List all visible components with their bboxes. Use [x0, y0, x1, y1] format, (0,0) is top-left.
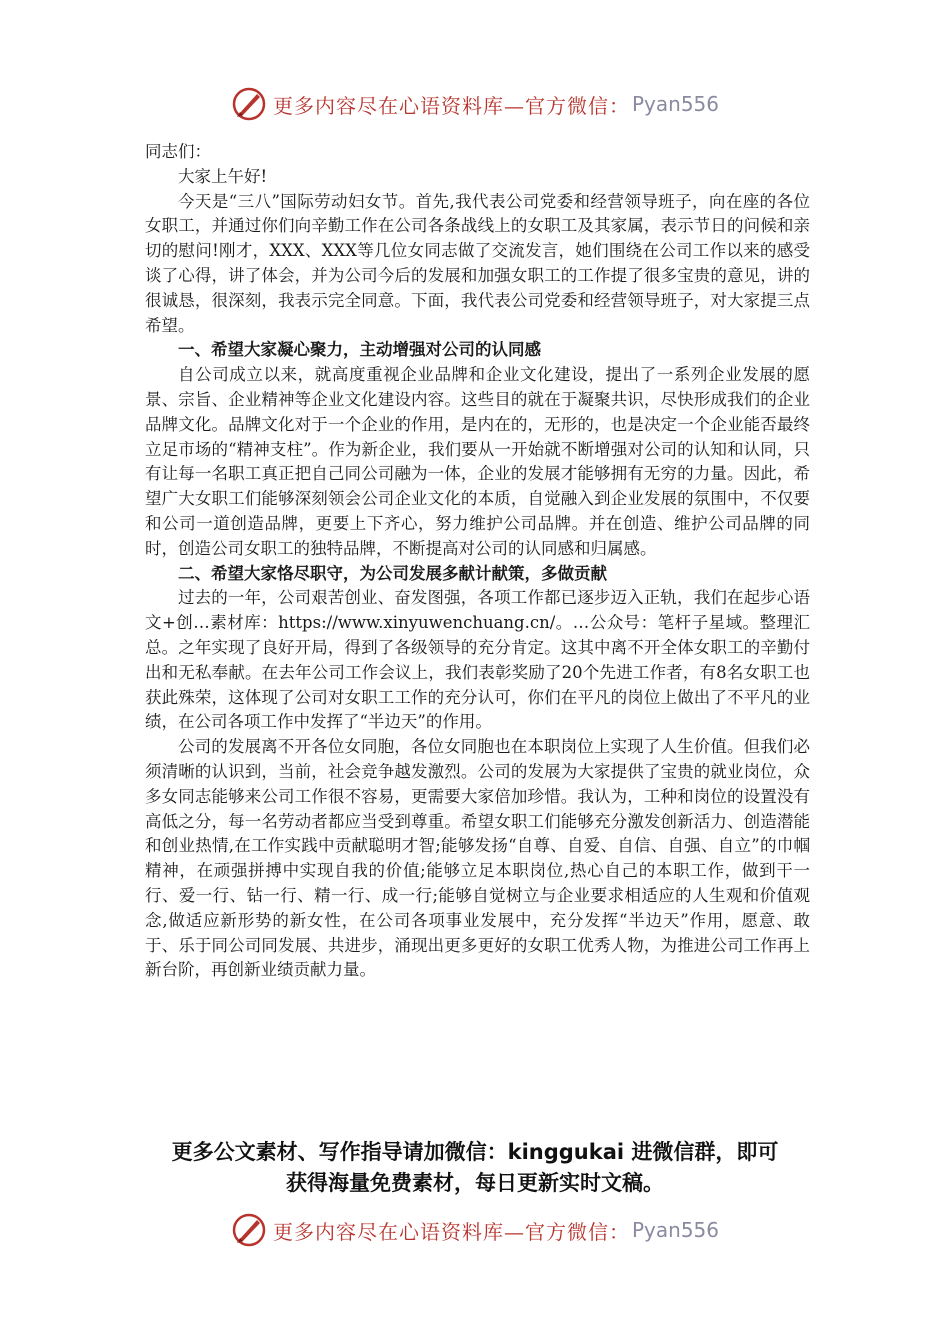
section-heading-1: 一、希望大家凝心聚力，主动增强对公司的认同感 [178, 340, 541, 360]
quill-logo-icon [231, 86, 267, 122]
salutation: 同志们： [145, 142, 211, 161]
greeting: 大家上午好! [178, 166, 268, 186]
promo-line-2: 获得海量免费素材，每日更新实时文稿。 [286, 1171, 664, 1195]
footer-banner-handle: Pyan556 [631, 1218, 719, 1242]
section-1-paragraph: 自公司成立以来，就高度重视企业品牌和企业文化建设，提出了一系列企业发展的愿景、宗旨、企业精神等企业文化建设内容。这些目的就在于凝聚共识，尽快形成我们的企业品牌文化。品牌文化对于一个企业的作用，是内在的，无形的，也是决定一个企业能否最终立足市场的“精神支柱”。作为新企业，我们要从一开始就不断增强对公司的认知和认同，只有让每一名职工真正把自己同公司融为一体，企业的发展才能够拥有无穷的力量。因此，希望广大女职工们能够深刻领会公司企业文化的本质，自觉融入到企业发展的氛围中，不仅要和公司一道创造品牌，更要上下齐心，努力维护公司品牌。并在创造、维护公司品牌的同时，创造公司女职工的独特品牌，不断提高对公司的认同感和归属感。 [145, 365, 810, 558]
header-banner-handle: Pyan556 [631, 92, 719, 116]
promo-notice [120, 1137, 830, 1199]
header-banner-text: 更多内容尽在心语资料库—官方微信： [272, 93, 630, 118]
header-banner [0, 82, 950, 126]
section-2-paragraph-2: 公司的发展离不开各位女同胞，各位女同胞也在本职岗位上实现了人生价值。但我们必须清晰的认识到，当前，社会竞争越发激烈。公司的发展为大家提供了宝贵的就业岗位，众多女同志能够来公司工作很不容易，更需要大家倍加珍惜。我认为，工种和岗位的设置没有高低之分，每一名劳动者都应当受到尊重。希望女职工们能够充分激发创新活力、创造潜能和创业热情,在工作实践中贡献聪明才智;能够发扬“自尊、自爱、自信、自强、自立”的巾帼精神，在顽强拼搏中实现自我的价值;能够立足本职岗位,热心自己的本职工作，做到干一行、爱一行、钻一行、精一行、成一行;能够自觉树立与企业要求相适应的人生观和价值观念,做适应新形势的新女性，在公司各项事业发展中，充分发挥“半边天”作用，愿意、敢于、乐于同公司同发展、共进步，涌现出更多更好的女职工优秀人物，为推进公司工作再上新台阶，再创新业绩贡献力量。 [145, 737, 810, 980]
intro-paragraph: 今天是“三八”国际劳动妇女节。首先,我代表公司党委和经营领导班子，向在座的各位女职工，并通过你们向辛勤工作在公司各条战线上的女职工及其家属，表示节日的问候和亲切的慰问!刚才，XXX、XXX等几位女同志做了交流发言，她们围绕在公司工作以来的感受谈了心得，讲了体会，并为公司今后的发展和加强女职工的工作提了很多宝贵的意见，讲的很诚恳，很深刻，我表示完全同意。下面，我代表公司党委和经营领导班子，对大家提三点希望。 [145, 191, 810, 335]
promo-line-1: 更多公文素材、写作指导请加微信：kinggukai 进微信群，即可 [171, 1140, 779, 1164]
section-2-paragraph-1: 过去的一年，公司艰苦创业、奋发图强，各项工作都已逐步迈入正轨，我们在起步心语文+创…素材库：https://www.xinyuwenchuang.cn/。…公众号：笔杆子星域。整理汇总。之年实现了良好开局，得到了各级领导的充分肯定。这其中离不开全体女职工的辛勤付出和无私奉献。在去年公司工作会议上，我们表彰奖励了20个先进工作者，有8名女职工也获此殊荣，这体现了公司对女职工工作的充分认可，你们在平凡的岗位上做出了不平凡的业绩，在公司各项工作中发挥了“半边天”的作用。 [145, 588, 810, 732]
quill-logo-icon [231, 1212, 267, 1248]
footer-banner-text: 更多内容尽在心语资料库—官方微信： [272, 1219, 630, 1244]
footer-banner [0, 1208, 950, 1252]
document-body [145, 140, 810, 983]
section-heading-2: 二、希望大家恪尽职守，为公司发展多献计献策，多做贡献 [178, 563, 607, 583]
